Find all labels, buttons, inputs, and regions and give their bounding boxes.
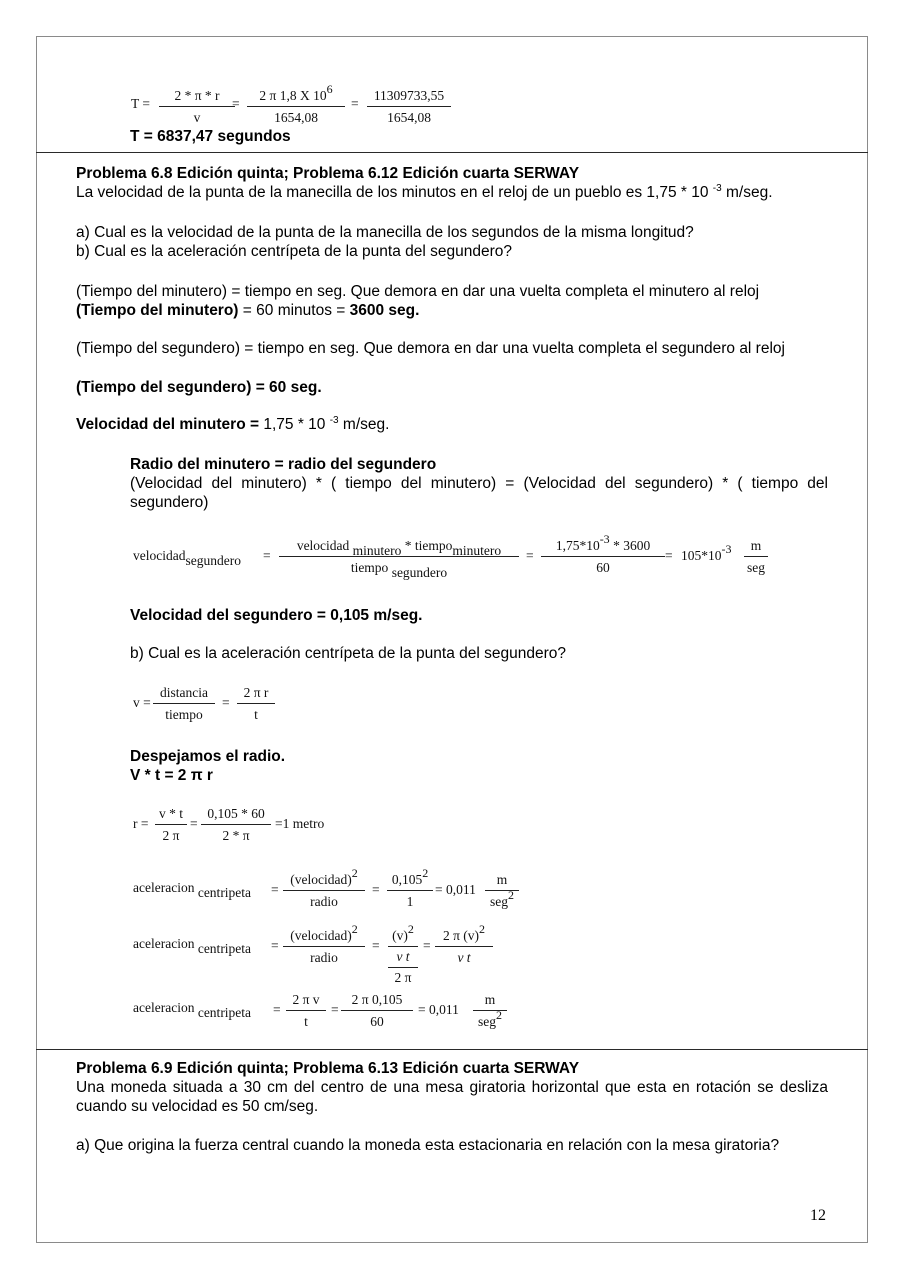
fraction [387,866,433,910]
question-b: b) Cual es la aceleración centrípeta de la punta del segundero? [76,243,513,260]
unit-numerator: m [744,538,768,557]
numerator: v * t [155,806,187,825]
formula-lhs: T = [131,96,150,111]
problem-statement: Una moneda situada a 30 cm del centro de una mesa giratoria horizontal que esta en rotación se desliza cuando su velocidad es 50 cm/seg. [76,1079,828,1115]
denominator: 2 π [162,828,180,843]
exponent: 2 [496,1008,502,1022]
numerator: 2 π 1,8 X 10 [259,88,327,103]
section-divider [36,1049,868,1050]
unit-denominator: seg [490,894,508,909]
denominator: 60 [370,1014,384,1029]
equals: = [263,548,271,563]
equals: = [190,816,198,831]
numerator: 2 π v [286,992,326,1011]
equals: = [222,695,230,710]
numerator: 0,105 [391,872,423,887]
fraction [286,992,326,1030]
numerator: 2 π 0,105 [341,992,413,1011]
section-divider [36,152,868,153]
denominator: radio [310,950,338,965]
question-a: a) Cual es la velocidad de la punta de la manecilla de los segundos de la misma longitud? [76,224,694,241]
numerator: 2 π r [237,685,275,704]
question-a: a) Que origina la fuerza central cuando la moneda esta estacionaria en relación con la mesa giratoria? [76,1137,780,1154]
fraction [541,534,665,576]
label: (Tiempo del minutero) [76,302,239,319]
second-time-definition: (Tiempo del segundero) = tiempo en seg. Que demora en dar una vuelta completa el segundero al reloj [76,340,785,357]
numerator: 2 * π * r [159,88,235,107]
lhs: aceleracion [133,1000,195,1015]
fraction [341,992,413,1030]
lhs: v = [133,695,151,710]
equals: = [526,548,534,563]
statement-unit: m/seg. [721,184,773,201]
fraction [159,88,235,126]
radius-heading: Radio del minutero = radio del segundero [130,456,437,473]
result: 105*10 [681,548,722,563]
question-b-repeat: b) Cual es la aceleración centrípeta de la punta del segundero? [130,645,567,662]
lhs: aceleracion [133,936,195,951]
unit-numerator: m [485,872,519,891]
equals: = [271,882,279,897]
subscript: segundero [391,565,448,580]
numerator: 1,75*10 [555,538,600,553]
lhs: velocidad [133,548,186,563]
unit: m/seg. [338,416,390,433]
fraction [155,806,187,844]
subscript: centripeta [197,1005,252,1020]
equals: = [372,938,380,953]
unit-fraction [485,872,519,910]
numerator-a: velocidad [296,538,353,553]
fraction [153,685,215,723]
compound-fraction [388,922,418,986]
subscript: centripeta [197,941,252,956]
second-time-result: (Tiempo del segundero) = 60 seg. [76,379,322,396]
exponent: 2 [351,866,358,880]
subscript: centripeta [197,885,252,900]
label: Velocidad del minutero = [76,416,264,433]
numerator: (v) [392,928,408,943]
numerator: 2 π (v) [442,928,480,943]
problem-statement [76,183,773,202]
denominator: 1 [406,894,414,909]
problem-title: Problema 6.8 Edición quinta; Problema 6.12 Edición cuarta SERWAY [76,165,580,182]
numerator: (velocidad) [290,872,352,887]
solve-equation: V * t = 2 π r [130,767,213,784]
unit-denominator: seg [747,560,765,575]
equals: = [372,882,380,897]
numerator: (velocidad) [290,928,352,943]
text: = 60 minutos = [238,302,350,319]
numerator: distancia [153,685,215,704]
exponent: 2 [351,922,358,936]
page-number: 12 [810,1207,826,1224]
unit-denominator: seg [478,1014,496,1029]
value: 1,75 * 10 [263,416,330,433]
numerator: 0,105 * 60 [201,806,271,825]
inner-numerator: v t [388,949,418,968]
fraction [435,922,493,966]
radius-relation: (Velocidad del minutero) * ( tiempo del minutero) = (Velocidad del segundero) * ( tiempo del segundero) [130,475,828,511]
problem-title: Problema 6.9 Edición quinta; Problema 6.13 Edición cuarta SERWAY [76,1060,580,1077]
result: = 0,011 [418,1002,459,1017]
exponent: -3 [599,532,610,546]
exponent: 6 [326,82,333,96]
numerator: 11309733,55 [367,88,451,107]
fraction [237,685,275,723]
fraction [367,88,451,126]
subscript: minutero [352,543,402,558]
second-velocity-result: Velocidad del segundero = 0,105 m/seg. [130,607,423,624]
statement-text: La velocidad de la punta de la manecilla de los minutos en el reloj de un pueblo es 1,75 * 10 [76,184,713,201]
numerator: * 3600 [609,538,651,553]
equals: = [232,96,240,111]
fraction [283,866,365,910]
subscript: minutero [452,543,502,558]
denominator: radio [310,894,338,909]
equals: = [331,1002,339,1017]
exponent: -3 [712,183,722,194]
equals: = [423,938,431,953]
inner-denominator: 2 π [394,970,412,985]
unit-fraction [744,538,768,576]
denominator: v t [457,950,471,965]
denominator: 60 [596,560,610,575]
exponent: 2 [422,866,429,880]
denominator: t [304,1014,308,1029]
subscript: segundero [185,553,241,568]
fraction [201,806,271,844]
value: 3600 seg. [349,302,420,319]
exponent: 2 [407,922,414,936]
exponent: -3 [721,542,732,556]
equals: = [273,1002,281,1017]
exponent: -3 [329,415,339,426]
denominator: tiempo [350,560,392,575]
minute-velocity [76,415,389,434]
exponent: 2 [479,922,486,936]
minute-time-definition: (Tiempo del minutero) = tiempo en seg. Que demora en dar una vuelta completa el minutero al reloj [76,283,760,300]
unit-numerator: m [473,992,507,1011]
lhs: r = [133,816,149,831]
denominator: 1654,08 [274,110,318,125]
lhs: aceleracion [133,880,195,895]
denominator: v [193,110,201,125]
period-result: T = 6837,47 segundos [130,128,291,145]
exponent: 2 [508,888,514,902]
denominator: 2 * π [222,828,250,843]
denominator: tiempo [165,707,203,722]
equals: = [271,938,279,953]
fraction [283,922,365,966]
numerator-b: * tiempo [401,538,453,553]
minute-time-result [76,301,419,320]
result: =1 metro [275,816,325,831]
result: = 0,011 [435,882,476,897]
fraction [247,82,345,126]
denominator: t [254,707,258,722]
fraction [279,538,519,580]
equals: = [351,96,359,111]
solve-heading: Despejamos el radio. [130,748,286,765]
equals: = [665,548,673,563]
denominator: 1654,08 [387,110,431,125]
unit-fraction [473,992,507,1030]
